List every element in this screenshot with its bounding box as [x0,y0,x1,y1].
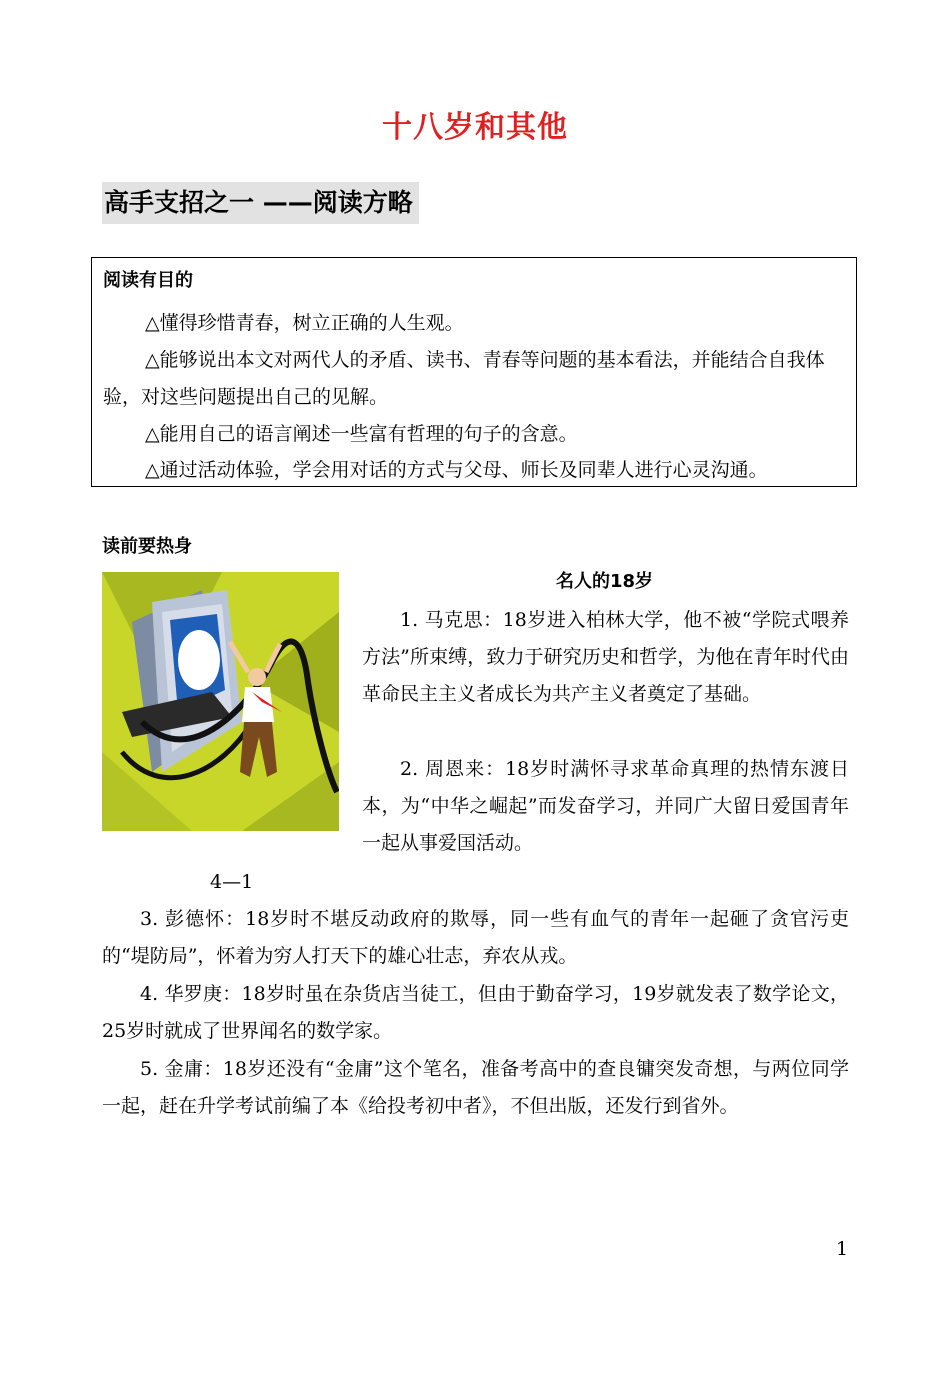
entry-paragraph: 3. 彭德怀：18岁时不堪反动政府的欺辱，同一些有血气的青年一起砸了贪官污吏的“堤防局”，怀着为穷人打天下的雄心壮志，弃农从戎。 [102,908,849,967]
famous-people-title: 名人的18岁 [555,571,654,592]
entry-paragraph: 1. 马克思：18岁进入柏林大学，他不被“学院式喂养方法”所束缚，致力于研究历史和哲学，为他在青年时代由革命民主主义者成长为共产主义者奠定了基础。 [362,609,849,705]
figure-caption: 4—1 [210,871,254,893]
page-title: 十八岁和其他 [382,110,568,145]
goal-item: △能够说出本文对两代人的矛盾、读书、青春等问题的基本看法，并能结合自我体验，对这些问题提出自己的见解。 [103,349,825,408]
man-with-computer-image [102,572,339,831]
goal-item: △通过活动体验，学会用对话的方式与父母、师长及同辈人进行心灵沟通。 [145,459,768,481]
page-number: 1 [836,1238,849,1260]
goal-item: △懂得珍惜青春，树立正确的人生观。 [145,312,464,334]
reading-goals-box [91,257,857,487]
goal-item: △能用自己的语言阐述一些富有哲理的句子的含意。 [145,423,578,445]
warmup-heading: 读前要热身 [102,536,192,557]
entry-paragraph: 4. 华罗庚：18岁时虽在杂货店当徒工，但由于勤奋学习，19岁就发表了数学论文，25岁时就成了世界闻名的数学家。 [102,983,849,1042]
reading-goals-title: 阅读有目的 [103,270,193,291]
clipart-illustration [102,572,339,831]
section-heading: 高手支招之一 ——阅读方略 [102,182,419,224]
entry-paragraph: 5. 金庸：18岁还没有“金庸”这个笔名，准备考高中的查良镛突发奇想，与两位同学一起，赶在升学考试前编了本《给投考初中者》，不但出版，还发行到省外。 [102,1058,849,1117]
entry-paragraph: 2. 周恩来：18岁时满怀寻求革命真理的热情东渡日本，为“中华之崛起”而发奋学习，并同广大留日爱国青年一起从事爱国活动。 [362,758,849,854]
